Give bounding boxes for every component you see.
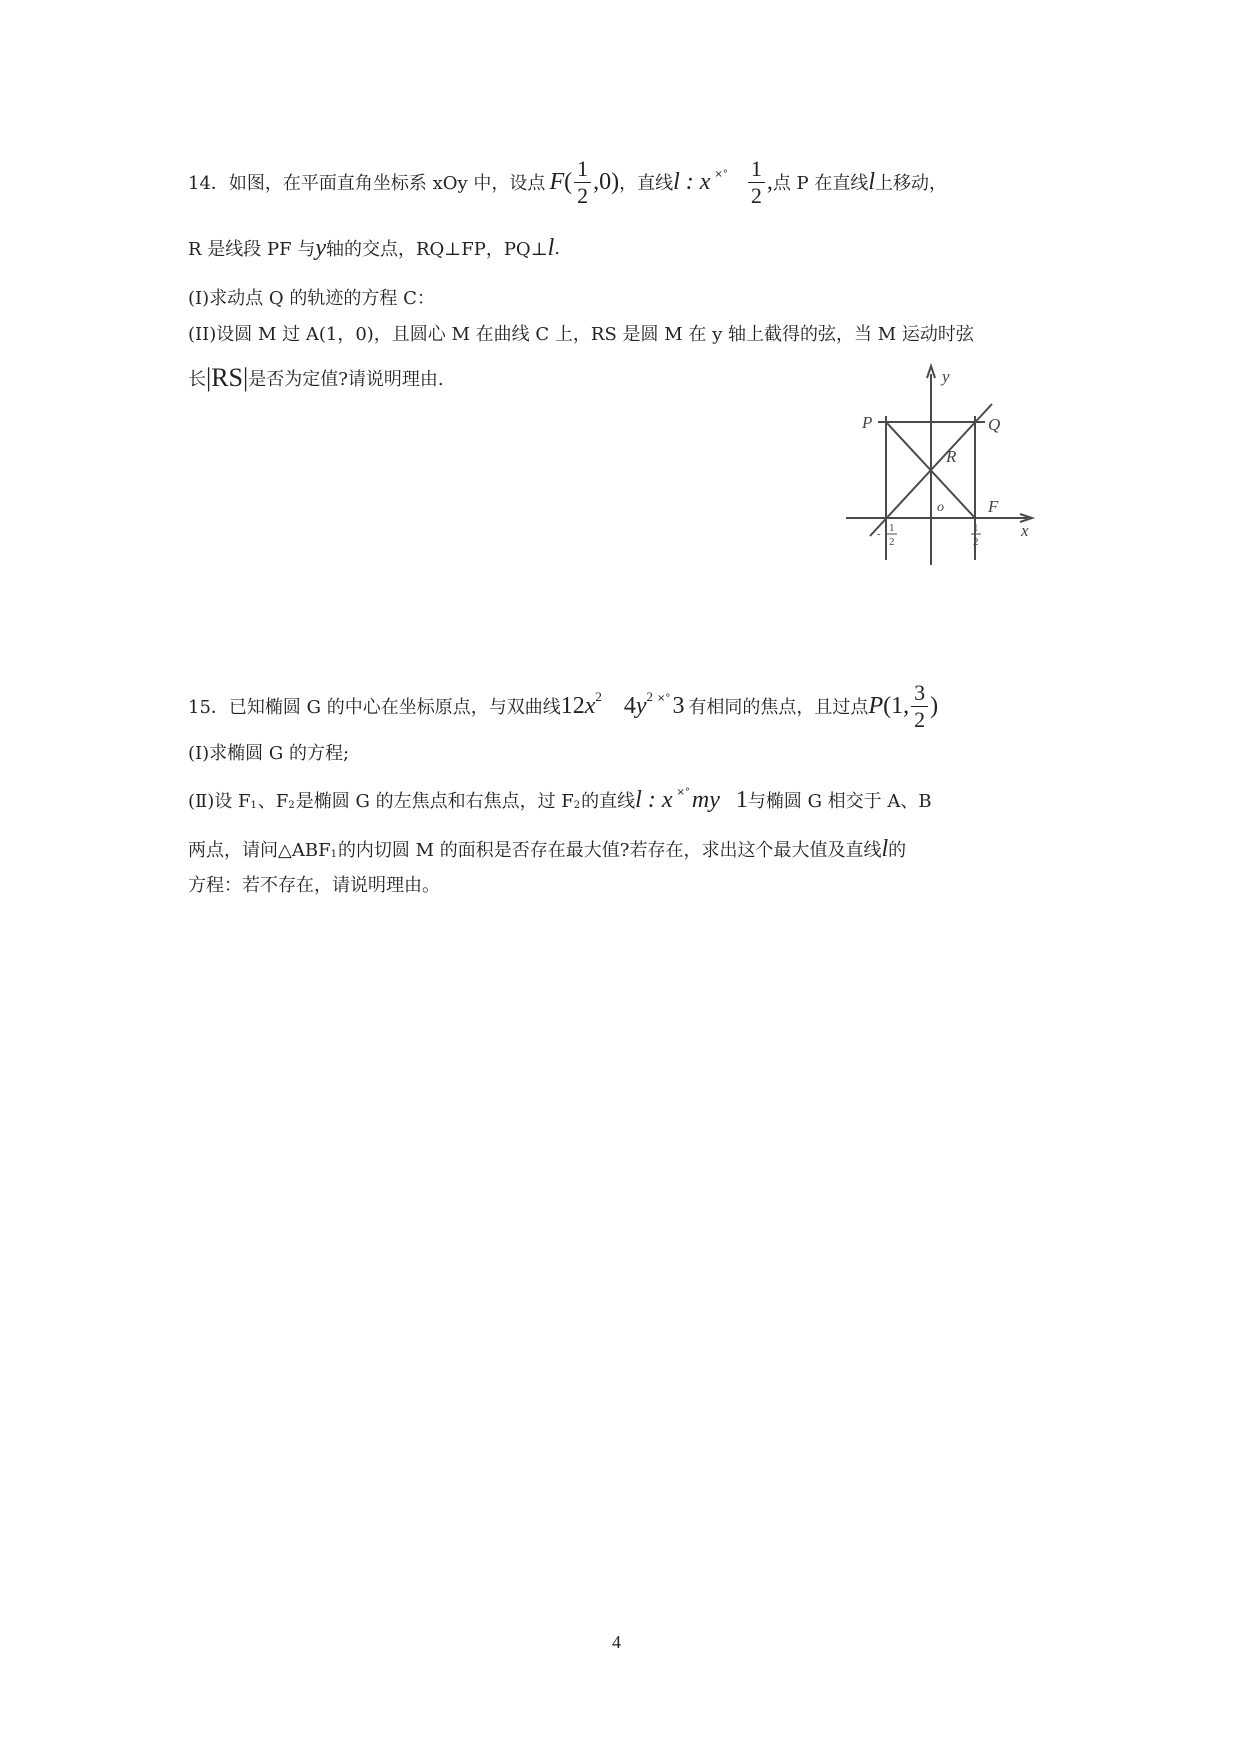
comma: , — [766, 168, 773, 195]
figure-label-y: y — [942, 367, 950, 386]
problem-14-intro: 14．如图，在平面直角坐标系 xOy 中，设点 — [188, 173, 546, 194]
subscript: 1 — [250, 799, 257, 811]
variable-x: x — [584, 692, 596, 719]
constant: 3 — [672, 692, 685, 719]
figure-label-x: x — [1021, 521, 1029, 540]
point-P-name: P — [868, 692, 884, 719]
line-text: ，直线 — [619, 173, 674, 194]
tick-neg-half-denominator: 2 — [889, 536, 895, 548]
y-symbol: y — [315, 234, 326, 261]
fraction-denominator: 2 — [577, 182, 589, 208]
point-F-fraction — [574, 157, 591, 206]
exponent: 2 — [595, 689, 602, 704]
text-segment: R 是线段 PF 与 — [188, 239, 316, 260]
tick-half-numerator: 1 — [973, 522, 979, 534]
fraction-numerator: 3 — [911, 681, 928, 706]
line-l-symbol: l — [881, 835, 889, 862]
text-segment: 的 — [888, 840, 907, 861]
part-1-text: (I)求椭圆 G 的方程; — [188, 743, 350, 764]
text-segment: 有相同的焦点，且过点 — [688, 697, 869, 718]
problem-15-part-1 — [188, 737, 349, 767]
tick-neg-half-numerator: 1 — [889, 522, 895, 534]
garbled-symbol: ×° — [676, 786, 690, 798]
coefficient: 4 — [623, 692, 636, 719]
constant: 1 — [735, 786, 748, 813]
garbled-symbol: ×° — [657, 692, 671, 704]
line-l-symbol: l — [868, 168, 876, 195]
problem-15-part-2 — [188, 785, 932, 815]
fraction-denominator: 2 — [750, 182, 762, 208]
tick-neg-sign: - — [877, 528, 881, 540]
point-F-open: ( — [564, 168, 573, 195]
problem-14-part-1 — [188, 282, 435, 312]
abs-RS: |RS| — [206, 363, 249, 392]
point-F-tail: ,0) — [593, 168, 620, 195]
text-segment: 两点，请问△ABF — [188, 840, 331, 861]
line-equation-fraction — [748, 157, 765, 206]
figure-label-Q: Q — [988, 415, 1001, 434]
problem-15-line-4 — [188, 834, 906, 864]
tick-half-denominator: 2 — [973, 536, 979, 548]
garbled-symbol: ×° — [714, 168, 728, 180]
problem-14-line-2 — [188, 233, 560, 263]
coordinate-figure — [840, 360, 1040, 575]
line-l-symbol: l — [547, 234, 555, 261]
figure-label-P: P — [862, 413, 873, 432]
exponent: 2 — [646, 689, 654, 704]
text-segment: 方程：若不存在，请说明理由。 — [188, 875, 440, 896]
text-segment: 的内切圆 M 的面积是否存在最大值?若存在，求出这个最大值及直线 — [337, 840, 882, 861]
coefficient: 12 — [560, 692, 585, 719]
problem-15-intro: 15．已知椭圆 G 的中心在坐标原点，与双曲线 — [188, 697, 561, 718]
fraction-numerator: 1 — [574, 157, 591, 182]
text-segment: 是否为定值?请说明理由. — [248, 369, 444, 390]
text-segment: 是椭圆 G 的左焦点和右焦点，过 F — [295, 791, 574, 812]
text-segment: 轴的交点，RQ⊥FP，PQ⊥ — [325, 239, 548, 260]
point-P-close: ) — [930, 692, 939, 719]
point-P-fraction — [911, 681, 928, 730]
text-segment: 、F — [257, 791, 289, 812]
text-segment: 长 — [188, 369, 206, 390]
subscript: 1 — [330, 848, 337, 860]
problem-15-line-5 — [188, 869, 440, 899]
text-segment: . — [554, 237, 561, 259]
line-equation: l : x — [673, 168, 711, 195]
line-equation: l : x — [635, 786, 673, 813]
page-number: 4 — [612, 1632, 621, 1652]
text-segment: (Ⅱ)设 F — [188, 791, 251, 812]
figure-label-R: R — [946, 447, 957, 466]
figure-label-origin: o — [937, 500, 944, 515]
part-2-text: (II)设圆 M 过 A(1，0)，且圆心 M 在曲线 C 上，RS 是圆 M 在 y 轴上截得的弦，当 M 运动时弦 — [188, 324, 974, 345]
problem-14-part-2 — [188, 318, 974, 348]
subscript: 2 — [288, 799, 295, 811]
problem-14-line-1-end: 上移动， — [875, 173, 948, 194]
figure-label-F: F — [988, 497, 999, 516]
problem-14-line-5 — [188, 363, 444, 393]
point-P-text: 点 P 在直线 — [772, 173, 869, 194]
text-segment: 与椭圆 G 相交于 A、B — [747, 791, 932, 812]
variable-y: y — [635, 692, 647, 719]
problem-15-line-1 — [188, 676, 938, 736]
fraction-denominator: 2 — [914, 706, 926, 732]
subscript: 2 — [573, 799, 581, 811]
part-1-text: (I)求动点 Q 的轨迹的方程 C： — [188, 288, 435, 309]
term-my: my — [691, 786, 720, 813]
text-segment: 的直线 — [581, 791, 636, 812]
point-P-open: (1, — [883, 692, 910, 719]
fraction-numerator: 1 — [748, 157, 765, 182]
problem-14-line-1 — [188, 152, 947, 212]
point-F-name: F — [549, 168, 565, 195]
